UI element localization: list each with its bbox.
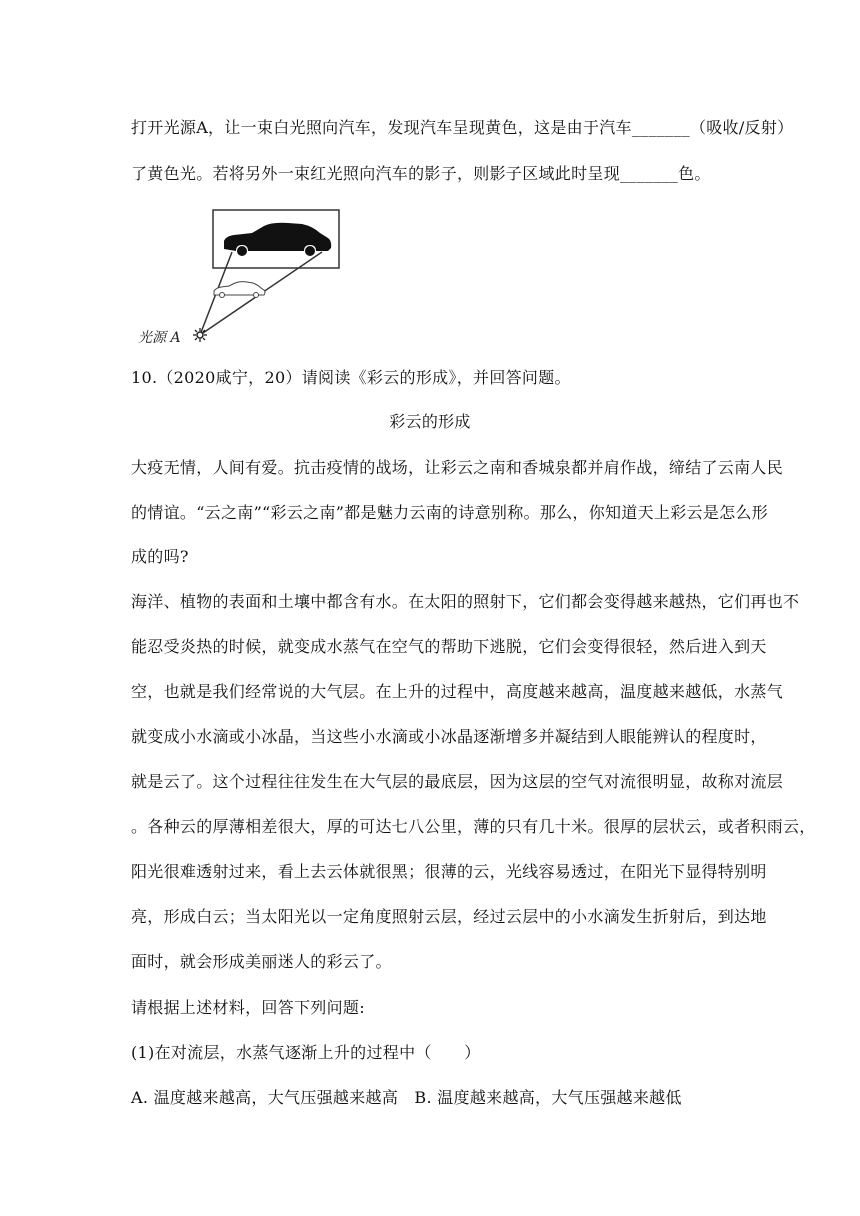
light-source-label: 光源 A — [138, 330, 181, 346]
article-line: 成的吗? — [131, 547, 189, 566]
car-icon — [214, 282, 265, 298]
article-line: 海洋、植物的表面和土壤中都含有水。在太阳的照射下，它们都会变得越来越热，它们再也不 — [131, 592, 800, 611]
article-line: 亮，形成白云；当太阳光以一定角度照射云层，经过云层中的小水滴发生折射后，到达地 — [131, 907, 767, 926]
light-source-icon — [193, 328, 207, 342]
intro-line-1: 打开光源A，让一束白光照向汽车，发现汽车呈现黄色，这是由于汽车_______（吸收/反射） — [131, 118, 794, 137]
article-line: 就变成小水滴或小冰晶，当这些小水滴或小冰晶逐渐增多并凝结到人眼能辨认的程度时， — [131, 727, 767, 746]
article-title: 彩云的形成 — [389, 412, 471, 431]
answer-options: A. 温度越来越高，大气压强越来越高 B. 温度越来越高，大气压强越来越低 — [131, 1088, 682, 1107]
question-prompt: 请根据上述材料，回答下列问题: — [131, 998, 365, 1017]
intro-line-2: 了黄色光。若将另外一束红光照向汽车的影子，则影子区域此时呈现_______色。 — [131, 164, 711, 183]
light-source-figure — [130, 205, 360, 345]
sub-question-1: (1)在对流层，水蒸气逐渐上升的过程中（ ） — [131, 1043, 481, 1062]
article-line: 。各种云的厚薄相差很大，厚的可达七八公里，薄的只有几十米。很厚的层状云，或者积雨云， — [131, 817, 816, 836]
question-heading: 10.（2020咸宁，20）请阅读《彩云的形成》，并回答问题。 — [131, 368, 571, 387]
article-line: 阳光很难透射过来，看上去云体就很黑；很薄的云，光线容易透过，在阳光下显得特别明 — [131, 862, 767, 881]
article-line: 能忍受炎热的时候，就变成水蒸气在空气的帮助下逃脱，它们会变得很轻，然后进入到天 — [131, 637, 767, 656]
article-line: 就是云了。这个过程往往发生在大气层的最底层，因为这层的空气对流很明显，故称对流层 — [131, 772, 784, 791]
article-line: 空，也就是我们经常说的大气层。在上升的过程中，高度越来越高，温度越来越低，水蒸气 — [131, 682, 784, 701]
article-line: 面时，就会形成美丽迷人的彩云了。 — [131, 952, 392, 971]
car-shadow-diagram — [130, 205, 360, 345]
article-line: 大疫无情，人间有爱。抗击疫情的战场，让彩云之南和香城泉都并肩作战，缔结了云南人民 — [131, 458, 784, 477]
article-line: 的情谊。“云之南”“彩云之南”都是魅力云南的诗意别称。那么，你知道天上彩云是怎么形 — [131, 503, 769, 522]
